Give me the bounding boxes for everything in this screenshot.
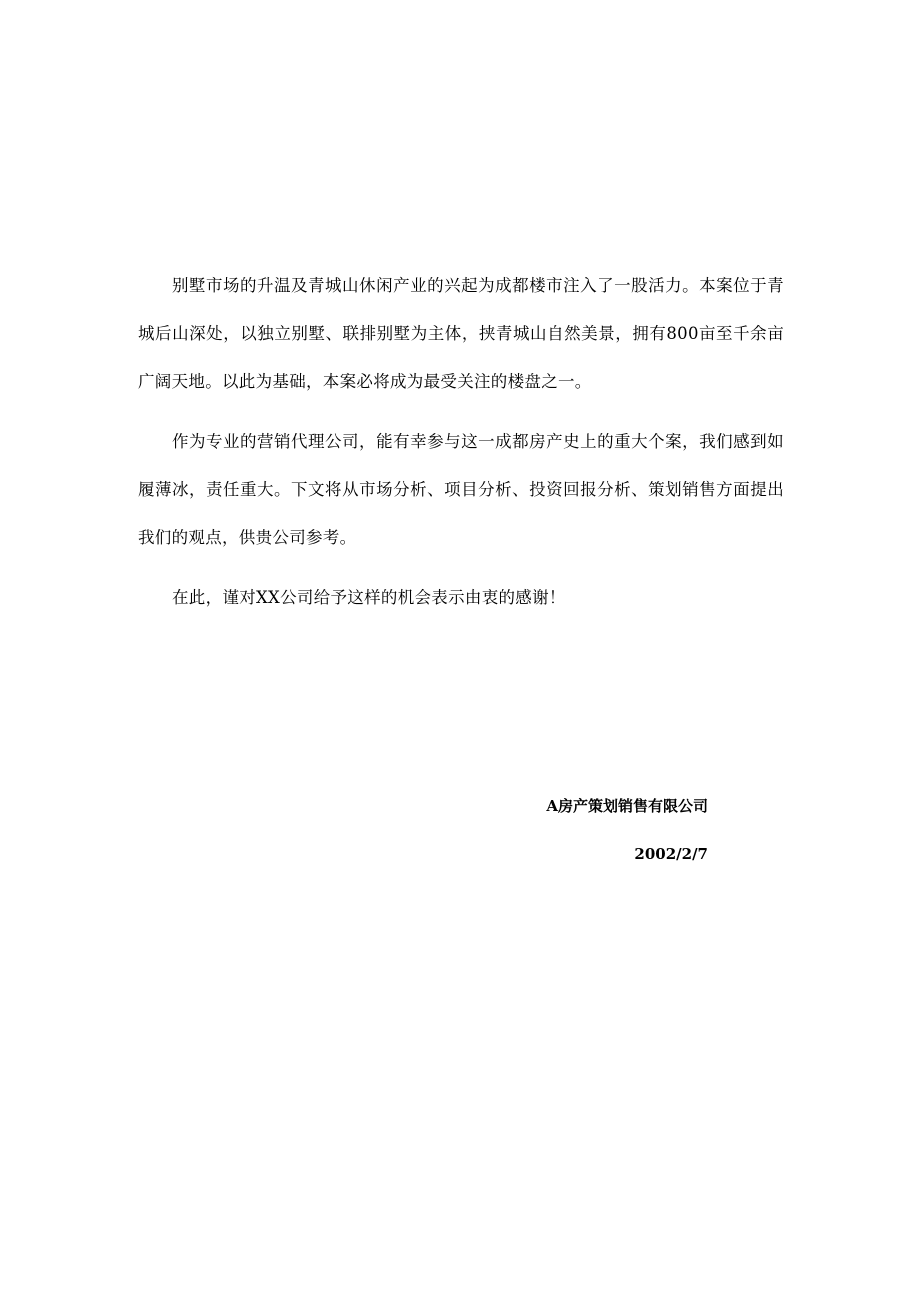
signature-company: A房产策划销售有限公司	[546, 797, 708, 815]
paragraph-role: 作为专业的营销代理公司，能有幸参与这一成都房产史上的重大个案，我们感到如履薄冰，责任重大。下文将从市场分析、项目分析、投资回报分析、策划销售方面提出我们的观点，供贵公司参考。	[138, 432, 784, 547]
signature-block	[470, 782, 708, 878]
paragraph-thanks: 在此，谨对XX公司给予这样的机会表示由衷的感谢！	[172, 588, 566, 607]
signature-date: 2002/2/7	[634, 845, 708, 863]
paragraph-intro: 别墅市场的升温及青城山休闲产业的兴起为成都楼市注入了一股活力。本案位于青城后山深处，以独立别墅、联排别墅为主体，挟青城山自然美景，拥有800亩至千余亩广阔天地。以此为基础，本案必将成为最受关注的楼盘之一。	[138, 276, 784, 391]
letter-body	[138, 262, 784, 634]
